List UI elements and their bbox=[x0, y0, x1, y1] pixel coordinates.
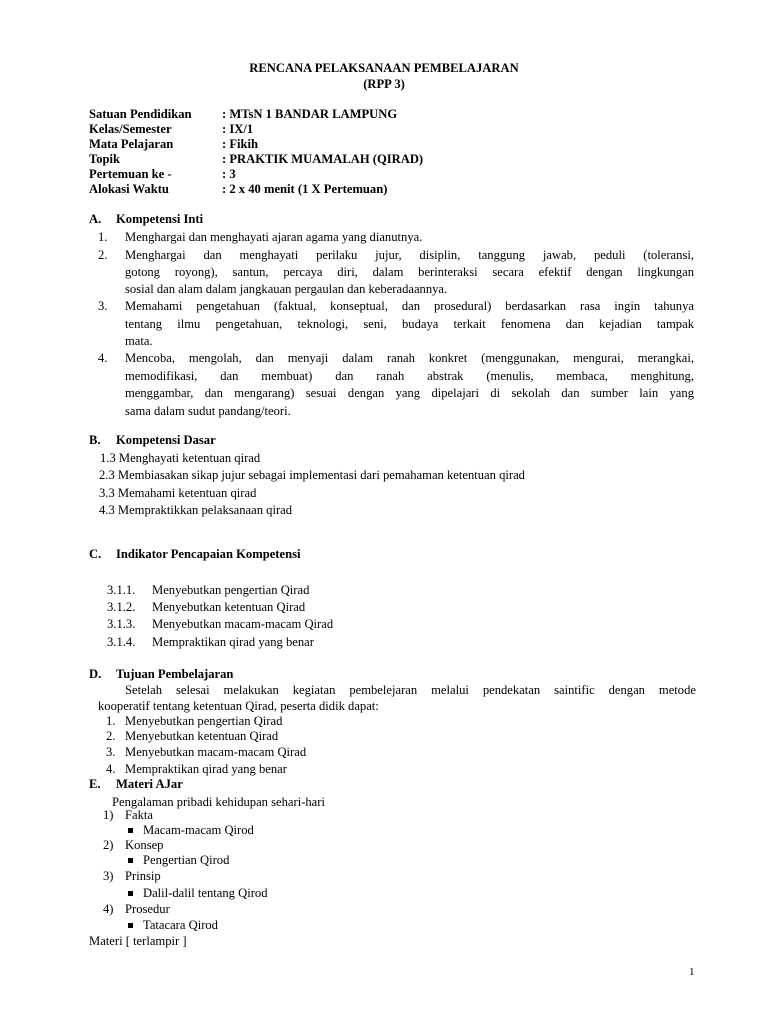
document-subtitle: (RPP 3) bbox=[363, 77, 405, 91]
list-item: 4.3 Mempraktikkan pelaksanaan qirad bbox=[99, 503, 293, 517]
paragraph-line: Setelah selesai melakukan kegiatan pembelejaran melalui pendekatan saintific dengan metode bbox=[125, 683, 696, 697]
list-number: 3. bbox=[106, 745, 116, 759]
identity-label: Mata Pelajaran bbox=[89, 137, 174, 151]
section-heading: Kompetensi Dasar bbox=[116, 433, 216, 447]
identity-label: Topik bbox=[89, 152, 121, 166]
list-subitem-text: Tatacara Qirod bbox=[143, 918, 218, 932]
section-letter: B. bbox=[89, 433, 101, 447]
list-number: 1. bbox=[106, 714, 116, 728]
list-item-text: menggambar, dan mengarang) sesuai dengan yang dipelajari di sekolah dan sumber lain yang bbox=[125, 386, 694, 400]
list-item-text: Menyebutkan macam-macam Qirad bbox=[125, 745, 307, 759]
bullet-icon bbox=[128, 858, 133, 863]
identity-value: : IX/1 bbox=[222, 122, 254, 136]
list-subitem-text: Macam-macam Qirod bbox=[143, 823, 254, 837]
section-heading: Kompetensi Inti bbox=[116, 212, 204, 226]
list-item-text: mata. bbox=[125, 334, 153, 348]
section-heading: Indikator Pencapaian Kompetensi bbox=[116, 547, 301, 561]
section-heading: Materi AJar bbox=[116, 777, 183, 791]
section-letter: A. bbox=[89, 212, 102, 226]
list-number: 1) bbox=[103, 808, 114, 822]
list-number: 4. bbox=[98, 351, 108, 365]
list-item-text: memodifikasi, dan membuat) dan ranah abstrak (menulis, membaca, menghitung, bbox=[125, 369, 694, 383]
list-number: 4. bbox=[106, 762, 116, 776]
list-number: 3. bbox=[98, 299, 108, 313]
list-item-text: Menghargai dan menghayati ajaran agama yang dianutnya. bbox=[125, 230, 423, 244]
list-number: 2. bbox=[106, 729, 116, 743]
list-subitem-text: Pengertian Qirod bbox=[143, 853, 230, 867]
bullet-icon bbox=[128, 828, 133, 833]
paragraph-line: kooperatif tentang ketentuan Qirad, peserta didik dapat: bbox=[98, 699, 379, 713]
list-number: 1. bbox=[98, 230, 108, 244]
list-item-text: tentang ilmu pengetahuan, teknologi, seni, budaya terkait fenomena dan kejadian tampak bbox=[125, 317, 694, 331]
identity-value: : 2 x 40 menit (1 X Pertemuan) bbox=[222, 182, 388, 196]
paragraph-line: Pengalaman pribadi kehidupan sehari-hari bbox=[112, 795, 325, 809]
list-number: 4) bbox=[103, 902, 114, 916]
list-item-text: Mencoba, mengolah, dan menyaji dalam ranah konkret (menggunakan, mengurai, merangkai, bbox=[125, 351, 694, 365]
list-item-text: Menyebutkan ketentuan Qirad bbox=[152, 600, 306, 614]
section-letter: C. bbox=[89, 547, 102, 561]
list-item-text: Mempraktikan qirad yang benar bbox=[152, 635, 314, 649]
identity-label: Alokasi Waktu bbox=[89, 182, 169, 196]
list-number: 3.1.2. bbox=[107, 600, 136, 614]
list-item-text: Menyebutkan macam-macam Qirad bbox=[152, 617, 334, 631]
list-item-text: sosial dan alam dalam jangkauan pergaulan dan keberadaannya. bbox=[125, 282, 448, 296]
list-item-text: Fakta bbox=[125, 808, 153, 822]
section-heading: Tujuan Pembelajaran bbox=[116, 667, 234, 681]
list-item-text: Prosedur bbox=[125, 902, 170, 916]
page-number: 1 bbox=[689, 966, 695, 978]
section-letter: E. bbox=[89, 777, 101, 791]
identity-value: : 3 bbox=[222, 167, 236, 181]
identity-value: : MTsN 1 BANDAR LAMPUNG bbox=[222, 107, 398, 121]
list-item-text: gotong royong), santun, percaya diri, dalam berinteraksi secara efektif dengan lingkungan bbox=[125, 265, 694, 279]
bullet-icon bbox=[128, 891, 133, 896]
list-item-text: Menyebutkan pengertian Qirad bbox=[152, 583, 310, 597]
list-item-text: Menyebutkan pengertian Qirad bbox=[125, 714, 283, 728]
list-number: 2) bbox=[103, 838, 114, 852]
list-item-text: Menyebutkan ketentuan Qirad bbox=[125, 729, 279, 743]
list-number: 3.1.1. bbox=[107, 583, 136, 597]
list-item: 2.3 Membiasakan sikap jujur sebagai implementasi dari pemahaman ketentuan qirad bbox=[99, 468, 525, 482]
bullet-icon bbox=[128, 923, 133, 928]
identity-label: Pertemuan ke - bbox=[89, 167, 172, 181]
list-item-text: sama dalam sudut pandang/teori. bbox=[125, 404, 291, 418]
identity-value: : PRAKTIK MUAMALAH (QIRAD) bbox=[222, 152, 424, 166]
list-item-text: Konsep bbox=[125, 838, 164, 852]
identity-value: : Fikih bbox=[222, 137, 259, 151]
identity-label: Satuan Pendidikan bbox=[89, 107, 192, 121]
materi-footer: Materi [ terlampir ] bbox=[89, 934, 187, 948]
document-title: RENCANA PELAKSANAAN PEMBELAJARAN bbox=[249, 61, 519, 75]
list-subitem-text: Dalil-dalil tentang Qirod bbox=[143, 886, 268, 900]
list-number: 3.1.3. bbox=[107, 617, 136, 631]
list-item-text: Memahami pengetahuan (faktual, konseptual, dan prosedural) berdasarkan rasa ingin tahunya bbox=[125, 299, 694, 313]
list-number: 3) bbox=[103, 869, 114, 883]
list-item: 3.3 Memahami ketentuan qirad bbox=[99, 486, 257, 500]
list-item-text: Menghargai dan menghayati perilaku jujur, disiplin, tanggung jawab, peduli (toleransi, bbox=[125, 248, 694, 262]
identity-label: Kelas/Semester bbox=[89, 122, 172, 136]
list-number: 3.1.4. bbox=[107, 635, 136, 649]
list-item: 1.3 Menghayati ketentuan qirad bbox=[100, 451, 261, 465]
list-item-text: Prinsip bbox=[125, 869, 161, 883]
section-letter: D. bbox=[89, 667, 102, 681]
list-number: 2. bbox=[98, 248, 108, 262]
list-item-text: Mempraktikan qirad yang benar bbox=[125, 762, 287, 776]
